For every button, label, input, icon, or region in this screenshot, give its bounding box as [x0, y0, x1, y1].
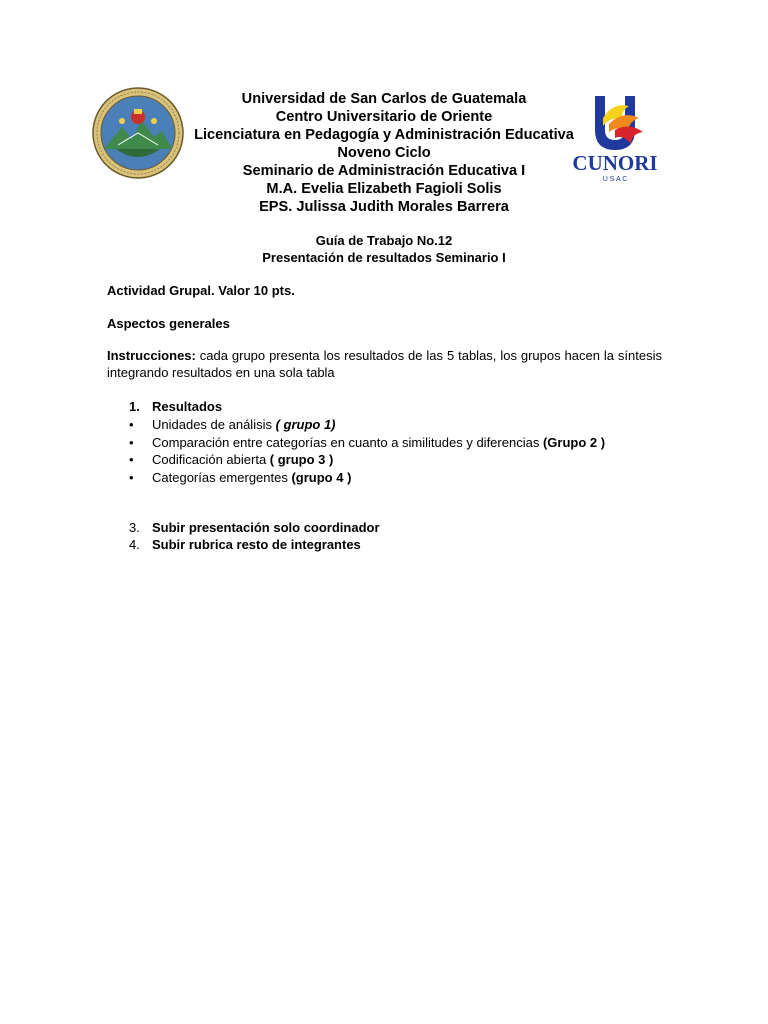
step-item: [107, 519, 380, 536]
list-item-text: Categorías emergentes: [152, 470, 292, 485]
guide-title: Guía de Trabajo No.12: [315, 233, 453, 248]
step-text: Subir presentación solo coordinador: [152, 520, 380, 535]
list-item-group: (grupo 4 ): [291, 470, 352, 485]
instructions-label: Instrucciones:: [107, 348, 196, 363]
results-number: 1.: [129, 399, 140, 414]
instructions-text: cada grupo presenta los resultados de las 5 tablas, los grupos hacen la síntesis integrando resultados en una sola tabla: [107, 348, 662, 380]
list-item: [107, 416, 336, 433]
list-item-group: ( grupo 3 ): [269, 452, 334, 467]
step-number: 4.: [129, 537, 140, 552]
header-university: Universidad de San Carlos de Guatemala: [241, 91, 527, 107]
cunori-logo-subtext: U S A C: [602, 176, 628, 183]
guide-title-block: [150, 232, 618, 266]
list-item: [107, 434, 605, 451]
step-item: [107, 536, 361, 553]
header-cycle: Noveno Ciclo: [337, 145, 431, 161]
header-course: Seminario de Administración Educativa I: [242, 163, 526, 179]
list-item-group: ( grupo 1): [275, 417, 336, 432]
bullet-icon: •: [129, 435, 134, 450]
cunori-logo-text: CUNORI: [572, 151, 658, 175]
header-teacher: M.A. Evelia Elizabeth Fagioli Solis: [266, 181, 502, 197]
header-degree: Licenciatura en Pedagogía y Administración Educativa: [194, 127, 574, 143]
results-heading-text: Resultados: [152, 399, 223, 414]
step-text: Subir rubrica resto de integrantes: [152, 537, 361, 552]
list-item: [107, 469, 351, 486]
list-item-text: Codificación abierta: [152, 452, 270, 467]
bullet-icon: •: [129, 417, 134, 432]
activity-line: Actividad Grupal. Valor 10 pts.: [107, 283, 295, 298]
list-item: [107, 451, 333, 468]
results-heading: [107, 398, 222, 415]
step-number: 3.: [129, 520, 140, 535]
document-header: [180, 90, 588, 216]
header-author: EPS. Julissa Judith Morales Barrera: [259, 199, 509, 215]
aspects-heading: Aspectos generales: [107, 316, 230, 331]
instructions-paragraph: [107, 347, 662, 381]
header-center: Centro Universitario de Oriente: [275, 109, 493, 125]
list-item-text: Unidades de análisis: [152, 417, 276, 432]
bullet-icon: •: [129, 470, 134, 485]
university-seal-icon: [92, 87, 184, 179]
guide-subtitle: Presentación de resultados Seminario I: [262, 250, 506, 265]
list-item-group: (Grupo 2 ): [542, 435, 606, 450]
bullet-icon: •: [129, 452, 134, 467]
list-item-text: Comparación entre categorías en cuanto a similitudes y diferencias: [152, 435, 543, 450]
